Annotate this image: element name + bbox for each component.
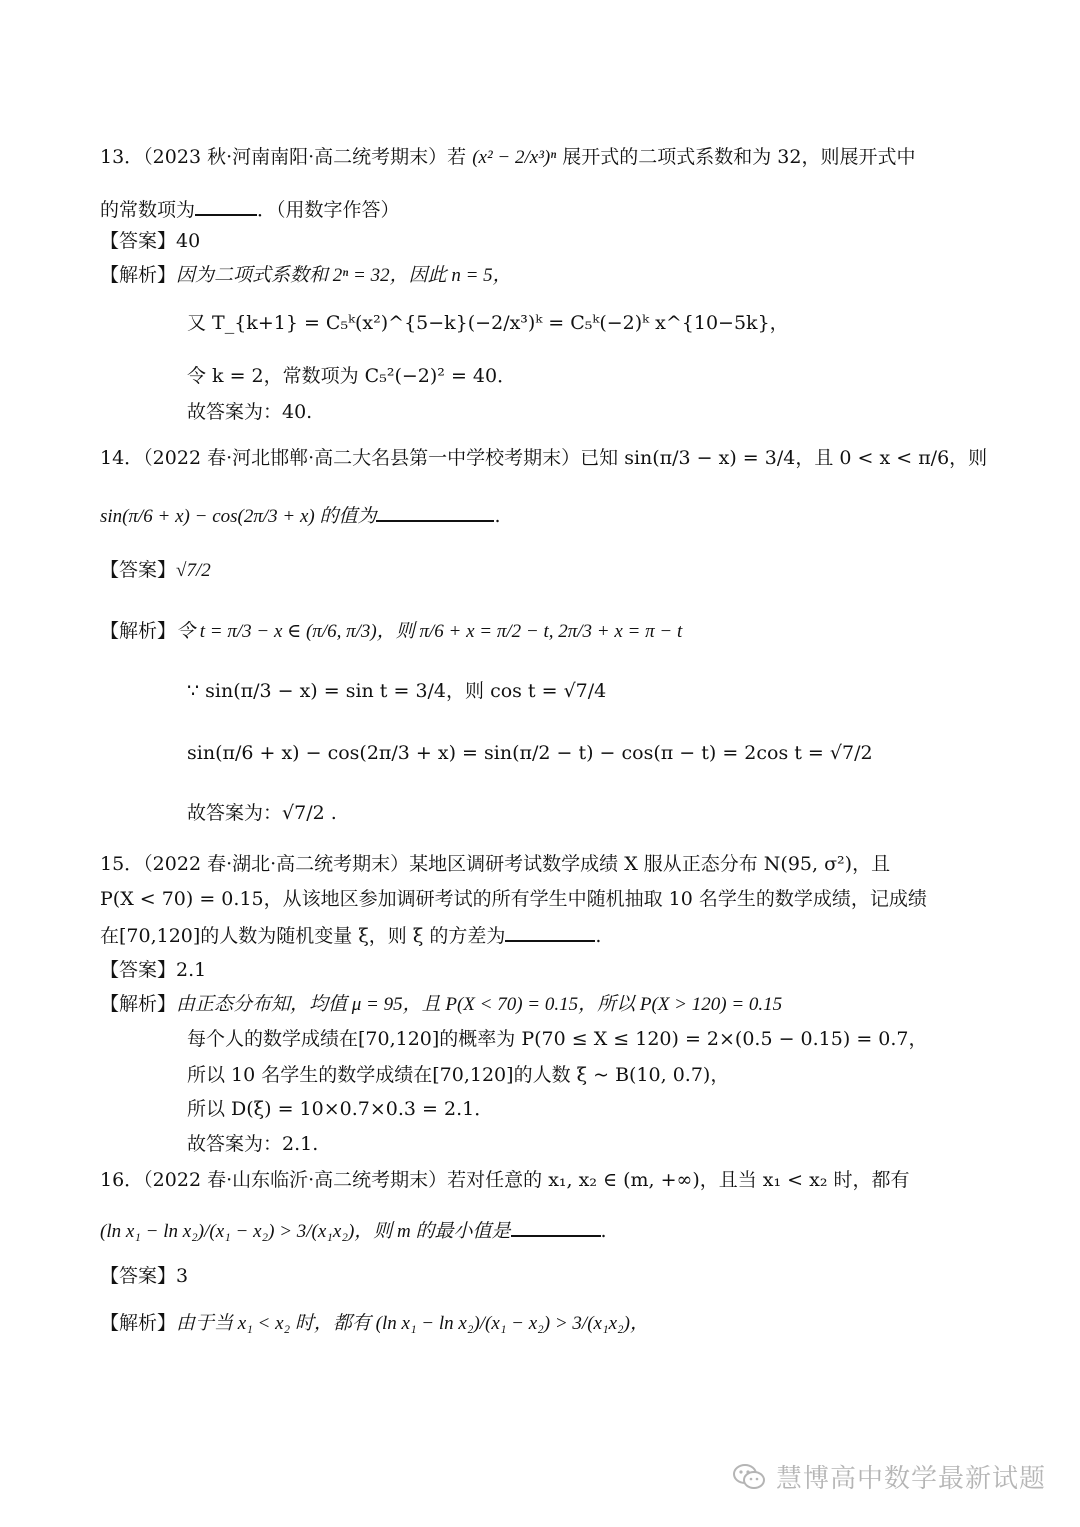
q13-analysis-line1 — [100, 263, 512, 288]
q14-step2: ∵ sin(π/3 − x) = sin t = 3/4，则 cos t = √7/4 — [187, 680, 607, 702]
q13-stem-suffix: 展开式的二项式系数和为 32，则展开式中 — [562, 146, 916, 168]
q15-line2: P(X < 70) = 0.15，从该地区参加调研考试的所有学生中随机抽取 10 名学生的数学成绩，记成绩 — [100, 888, 927, 910]
q13-step1: 因为二项式系数和 2ⁿ = 32，因此 n = 5， — [176, 265, 512, 286]
analysis-label: 【解析】 — [100, 993, 177, 1015]
q13-expression: (x² − 2/x³)ⁿ — [472, 147, 557, 168]
q13-step4: 故答案为：40. — [187, 401, 313, 423]
q13-answer-blank — [195, 196, 257, 216]
q15-analysis-line1 — [100, 992, 782, 1017]
wechat-icon — [732, 1463, 766, 1491]
q15-step1: 由正态分布知，均值 μ = 95，且 P(X < 70) = 0.15，所以 P(X > 120) = 0.15 — [176, 994, 783, 1015]
q13-stem-end: ．（用数字作答） — [257, 199, 400, 221]
q15-stem-line3: 在[70,120]的人数为随机变量 ξ，则 ξ 的方差为 — [100, 925, 506, 947]
analysis-label: 【解析】 — [100, 620, 177, 642]
q13-step2: 又 T_{k+1} = C₅ᵏ(x²)^{5−k}(−2/x³)ᵏ = C₅ᵏ(−2)ᵏ x^{10−5k}， — [187, 312, 789, 334]
q15-step5: 故答案为：2.1. — [187, 1133, 319, 1155]
q13-answer: 【答案】40 — [100, 230, 201, 252]
q13-line1 — [100, 145, 915, 170]
q14-answer-blank — [376, 502, 494, 522]
q16-answer: 【答案】3 — [100, 1265, 189, 1287]
q15-stem-end: . — [595, 925, 602, 947]
q15-step3: 所以 10 名学生的数学成绩在[70,120]的人数 ξ ~ B(10, 0.7)， — [187, 1064, 730, 1086]
q16-answer-blank — [511, 1217, 601, 1237]
watermark-text: 慧博高中数学最新试题 — [776, 1464, 1047, 1494]
q15-line3 — [100, 922, 601, 948]
watermark — [732, 1458, 1046, 1495]
q16-stem-end: . — [600, 1220, 607, 1242]
answer-label: 【答案】 — [100, 559, 177, 581]
q16-line2 — [100, 1217, 607, 1244]
q13-stem-prefix: 13．（2023 秋·河南南阳·高二统考期末）若 — [100, 146, 467, 168]
q14-expression: sin(π/6 + x) − cos(2π/3 + x) 的值为 — [100, 506, 377, 527]
q16-step1: 由于当 x₁ < x₂ 时，都有 (ln x₁ − ln x₂)/(x₁ − x₂) > 3/(x₁x₂)， — [176, 1313, 649, 1334]
q13-step3: 令 k = 2，常数项为 C₅²(−2)² = 40． — [187, 365, 517, 387]
q14-step3: sin(π/6 + x) − cos(2π/3 + x) = sin(π/2 − t) − cos(π − t) = 2cos t = √7/2 — [187, 742, 873, 764]
q16-expression: (ln x₁ − ln x₂)/(x₁ − x₂) > 3/(x₁x₂)，则 m 的最小值是 — [100, 1221, 511, 1242]
q16-line1: 16．（2022 春·山东临沂·高二统考期末）若对任意的 x₁, x₂ ∈ (m, +∞)，且当 x₁ < x₂ 时，都有 — [100, 1169, 910, 1191]
q14-answer-value: √7/2 — [176, 560, 211, 581]
q14-line1: 14．（2022 春·河北邯郸·高二大名县第一中学校考期末）已知 sin(π/3 − x) = 3/4，且 0 < x < π/6，则 — [100, 447, 988, 469]
q15-step4: 所以 D(ξ) = 10×0.7×0.3 = 2.1． — [187, 1098, 494, 1120]
q16-analysis-line1 — [100, 1311, 649, 1336]
q15-step2: 每个人的数学成绩在[70,120]的概率为 P(70 ≤ X ≤ 120) = 2×(0.5 − 0.15) = 0.7， — [187, 1028, 928, 1050]
q14-answer — [100, 558, 211, 583]
q14-stem-end: . — [494, 505, 501, 527]
analysis-label: 【解析】 — [100, 1312, 177, 1334]
q15-answer-blank — [505, 922, 595, 942]
q13-stem-line2: 的常数项为 — [100, 199, 196, 221]
q14-line2 — [100, 502, 501, 529]
q13-line2 — [100, 196, 400, 222]
q14-step4: 故答案为：√7/2 . — [187, 802, 337, 824]
q14-analysis-line1 — [100, 619, 682, 644]
q15-line1: 15．（2022 春·湖北·高二统考期末）某地区调研考试数学成绩 X 服从正态分布 N(95, σ²)，且 — [100, 853, 891, 875]
q15-answer: 【答案】2.1 — [100, 959, 207, 981]
q14-step1: 令 t = π/3 − x ∈ (π/6, π/3)，则 π/6 + x = π/2 − t, 2π/3 + x = π − t — [176, 621, 683, 642]
analysis-label: 【解析】 — [100, 264, 177, 286]
